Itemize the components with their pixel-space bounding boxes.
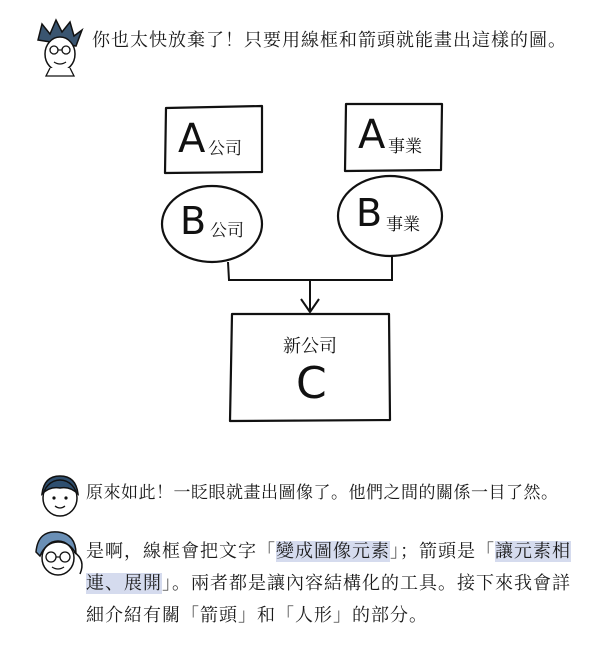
dialog-line-3-part-1: 是啊，線框會把文字「	[86, 541, 276, 562]
dialog-line-1: 你也太快放棄了！只要用線框和箭頭就能畫出這樣的圖。	[92, 30, 567, 51]
circle-b-company-sub: 公司	[210, 221, 244, 241]
circle-b-business-sub: 事業	[386, 215, 420, 235]
circle-b-company-letter: B	[180, 199, 207, 243]
circle-b-business-letter: B	[356, 191, 383, 235]
box-new-company-label: 新公司	[283, 336, 337, 357]
circle-b-company	[162, 186, 262, 262]
box-a-business-sub: 事業	[388, 137, 422, 157]
box-new-company-letter: C	[296, 358, 327, 409]
dialog-line-2: 原來如此！一眨眼就畫出圖像了。他們之間的關係一目了然。	[86, 483, 559, 503]
avatar-boy-icon	[42, 476, 78, 516]
box-a-company-letter: A	[178, 116, 206, 162]
box-a-business	[345, 104, 442, 171]
highlight-image-element: 變成圖像元素	[276, 541, 390, 562]
avatar-spiky-hair-icon	[38, 20, 82, 76]
circle-b-business	[338, 176, 442, 256]
avatar-girl-glasses-icon	[36, 532, 82, 575]
box-a-company	[165, 106, 262, 173]
box-new-company	[230, 314, 390, 421]
connector-right	[310, 256, 392, 280]
box-a-company-sub: 公司	[208, 139, 242, 159]
connector-left	[228, 262, 310, 280]
highlight-connect-expand: 讓元素相連、展開	[86, 541, 571, 594]
dialog-line-3-part-5: 」。兩者都是讓內容結構化的工具。接下來我會詳細介紹有關「箭頭」和「人形」的部分。	[86, 573, 571, 626]
dialog-line-3	[86, 536, 586, 632]
box-a-business-letter: A	[358, 112, 386, 158]
dialog-line-3-part-3: 」；箭頭是「	[390, 541, 495, 562]
